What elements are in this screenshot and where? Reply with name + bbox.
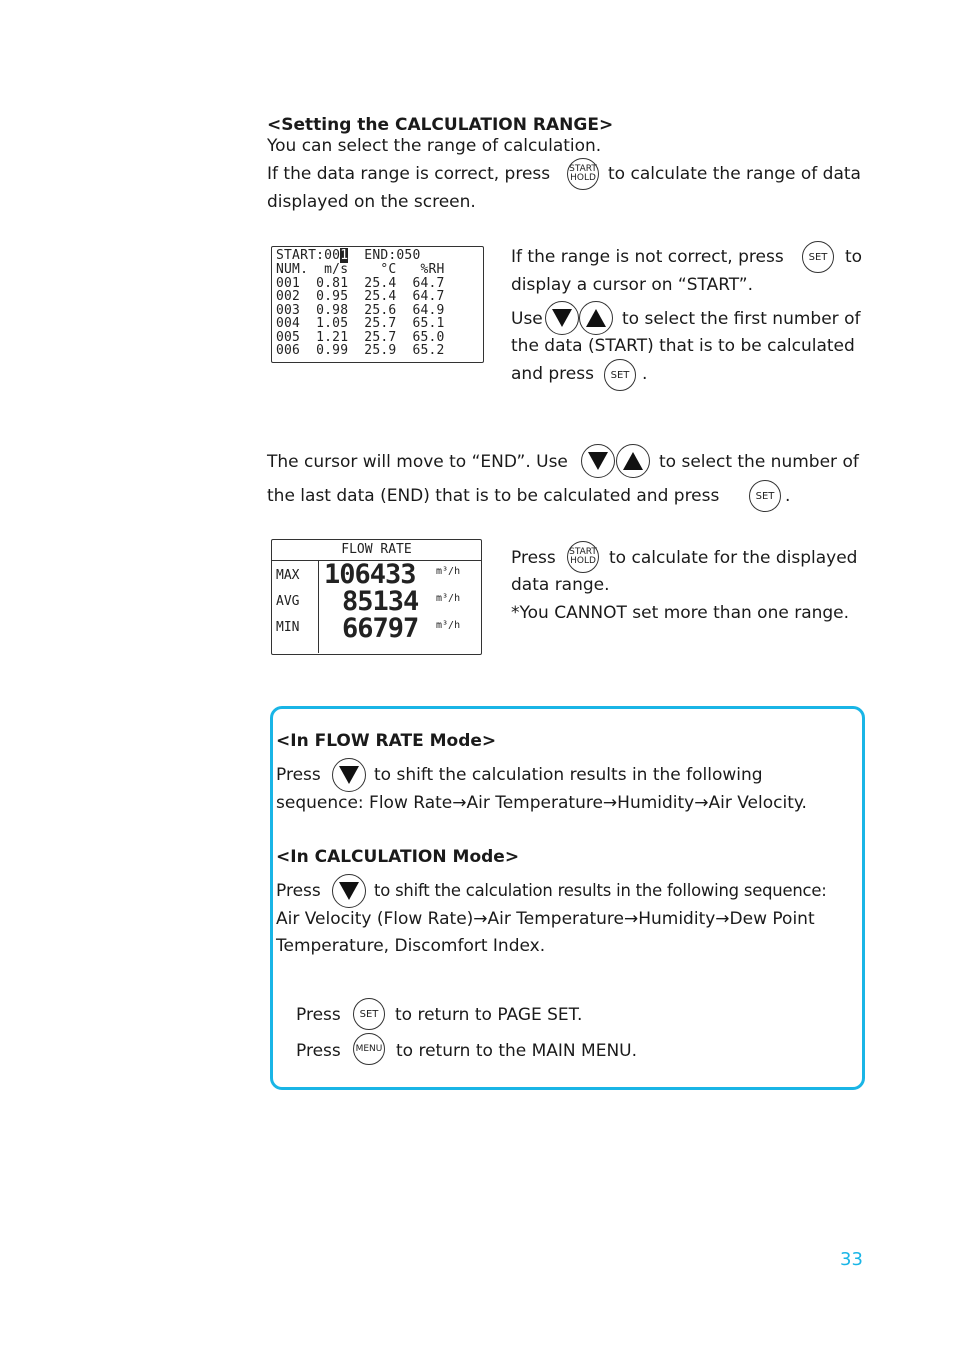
flow-mode-heading: <In FLOW RATE Mode>: [276, 731, 497, 751]
calc-mode-heading: <In CALCULATION Mode>: [276, 847, 520, 867]
end-line: to select the number of: [659, 452, 859, 472]
page-number: 33: [840, 1249, 863, 1270]
lcd-row: 006 0.99 25.9 65.2: [276, 343, 445, 358]
range-line: and press: [511, 364, 594, 384]
start-hold-key-icon: START HOLD: [567, 541, 599, 573]
lcd-row: 002 0.95 25.4 64.7: [276, 289, 445, 304]
intro-line: to calculate the range of data: [608, 164, 861, 184]
lcd-flow-title: FLOW RATE: [272, 540, 481, 561]
up-arrow-key-icon: [616, 444, 650, 478]
flow-mode-sequence: sequence: Flow Rate→Air Temperature→Humidity→Air Velocity.: [276, 793, 807, 813]
down-arrow-key-icon: [545, 301, 579, 335]
up-arrow-key-icon: [579, 301, 613, 335]
press-line: to calculate for the displayed: [609, 548, 858, 568]
lcd-label-column: [272, 561, 319, 653]
calc-mode-line: Press: [276, 881, 321, 901]
set-key-icon: SET: [353, 998, 385, 1030]
lcd-row: 003 0.98 25.6 64.9: [276, 303, 445, 318]
lcd-row: 001 0.81 25.4 64.7: [276, 276, 445, 291]
section-heading: <Setting the CALCULATION RANGE>: [267, 115, 614, 135]
lcd-unit: m³/h: [436, 593, 461, 604]
calc-mode-sequence: Air Velocity (Flow Rate)→Air Temperature→Humidity→Dew Point: [276, 909, 815, 929]
return-menu-line: to return to the MAIN MENU.: [396, 1041, 638, 1061]
intro-line: displayed on the screen.: [267, 192, 476, 212]
set-key-icon: SET: [749, 480, 781, 512]
end-line: The cursor will move to “END”. Use: [267, 452, 568, 472]
press-line: Press: [511, 548, 556, 568]
set-key-icon: SET: [802, 241, 834, 273]
lcd-label-min: MIN: [276, 620, 300, 635]
end-line: the last data (END) that is to be calculated and press: [267, 486, 720, 506]
lcd-header: START:001 END:050: [276, 248, 421, 263]
start-hold-key-icon: START HOLD: [567, 158, 599, 190]
menu-key-icon: MENU: [353, 1033, 385, 1065]
press-note: *You CANNOT set more than one range.: [511, 603, 850, 623]
lcd-column-headers: NUM. m/s °C %RH: [276, 262, 445, 277]
down-arrow-key-icon: [332, 874, 366, 908]
flow-mode-line: Press: [276, 765, 321, 785]
lcd-row: 005 1.21 25.7 65.0: [276, 330, 445, 345]
range-line: display a cursor on “START”.: [511, 275, 754, 295]
calc-mode-line: to shift the calculation results in the following sequence:: [374, 881, 827, 900]
lcd-value-avg: 85134: [342, 586, 419, 617]
range-line: .: [642, 364, 648, 384]
range-line: to: [845, 247, 863, 267]
intro-line: If the data range is correct, press: [267, 164, 551, 184]
down-arrow-key-icon: [332, 758, 366, 792]
return-menu-line: Press: [296, 1041, 341, 1061]
calc-mode-sequence: Temperature, Discomfort Index.: [276, 936, 546, 956]
down-arrow-key-icon: [581, 444, 615, 478]
lcd-value-max: 106433: [324, 559, 416, 590]
lcd-unit: m³/h: [436, 620, 461, 631]
set-key-icon: SET: [604, 359, 636, 391]
flow-mode-line: to shift the calculation results in the following: [374, 765, 763, 785]
lcd-label-max: MAX: [276, 568, 300, 583]
lcd-value-min: 66797: [342, 613, 419, 644]
range-line: Use: [511, 309, 543, 329]
return-set-line: to return to PAGE SET.: [395, 1005, 583, 1025]
range-line: the data (START) that is to be calculated: [511, 336, 855, 356]
range-line: to select the first number of: [622, 309, 861, 329]
return-set-line: Press: [296, 1005, 341, 1025]
lcd-label-avg: AVG: [276, 594, 300, 609]
end-line: .: [785, 486, 791, 506]
lcd-unit: m³/h: [436, 566, 461, 577]
lcd-flow-rate: [271, 539, 482, 655]
press-line: data range.: [511, 575, 610, 595]
intro-line: You can select the range of calculation.: [267, 136, 602, 156]
lcd-row: 004 1.05 25.7 65.1: [276, 316, 445, 331]
range-line: If the range is not correct, press: [511, 247, 784, 267]
lcd-cursor: 1: [340, 248, 349, 263]
lcd-data-table: [271, 246, 484, 363]
